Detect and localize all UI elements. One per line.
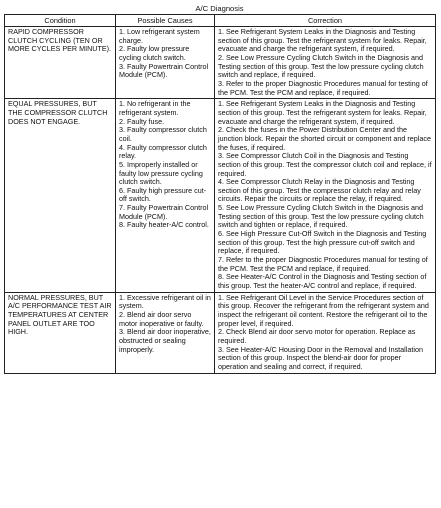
- cause-item: 3. Blend air door inoperative, obstructed or sealing improperly.: [119, 327, 211, 354]
- cause-item: 3. Faulty compressor clutch coil.: [119, 125, 207, 143]
- correction-item: 4. See Compressor Clutch Relay in the Diagnosis and Testing section of this group. Test the compressor clutch relay and relay circuits. Repair the circuits or replace the relay, if required.: [218, 177, 421, 204]
- possible-causes-cell: [116, 99, 215, 292]
- cause-item: 5. Improperly installed or faulty low pressure cycling clutch switch.: [119, 159, 203, 187]
- header-correction: Correction: [215, 15, 436, 27]
- correction-item: 1. See Refrigerant Oil Level in the Service Procedures section of this group. Recover the refrigerant from the refrigerant system and inspect the refrigerant oil content. Restore the refrigerant oil to the proper level, if required.: [218, 292, 429, 328]
- cause-item: 6. Faulty high pressure cut-off switch.: [119, 185, 207, 204]
- correction-cell: [215, 27, 436, 99]
- correction-item: 5. See Low Pressure Cycling Clutch Switch in the Diagnosis and Testing section of this group. Test the low pressure cycling clutch switch and tighten or replace, if required.: [218, 203, 424, 230]
- correction-item: 7. Refer to the proper Diagnostic Procedures manual for testing of the PCM. Test the PCM and replace, if required.: [218, 255, 428, 273]
- cause-item: 8. Faulty heater-A/C control.: [119, 220, 209, 230]
- cause-item: 2. Faulty low pressure cycling clutch switch.: [119, 44, 190, 62]
- cause-item: 3. Faulty Powertrain Control Module (PCM).: [119, 61, 209, 80]
- cause-item: 1. Low refrigerant system charge.: [119, 27, 200, 45]
- table-row: [5, 27, 436, 99]
- correction-cell: [215, 99, 436, 292]
- cause-item: 1. No refrigerant in the refrigerant system.: [119, 99, 191, 117]
- table-row: [5, 292, 436, 373]
- table-title: A/C Diagnosis: [195, 4, 244, 13]
- correction-item: 1. See Refrigerant System Leaks in the Diagnosis and Testing section of this group. Test the refrigerant system for leaks. Repair, evacuate and charge the refrigerant system, if required.: [218, 27, 427, 54]
- possible-causes-cell: [116, 292, 215, 373]
- correction-item: 3. Refer to the proper Diagnostic Procedures manual for testing of the PCM. Test the PCM and replace, if required.: [218, 78, 428, 97]
- condition-cell: NORMAL PRESSURES, BUT A/C PERFORMANCE TEST AIR TEMPERATURES AT CENTER PANEL OUTLET ARE TOO HIGH.: [5, 292, 116, 373]
- cause-item: 2. Blend air door servo motor inoperative or faulty.: [119, 310, 204, 328]
- correction-item: 2. See Low Pressure Cycling Clutch Switch in the Diagnosis and Testing section of this group. Test the low pressure cycling clutch switch and replace, if required.: [218, 52, 424, 80]
- cause-item: 2. Faulty fuse.: [119, 116, 165, 126]
- correction-cell: [215, 292, 436, 373]
- cause-item: 7. Faulty Powertrain Control Module (PCM).: [119, 203, 209, 221]
- condition-cell: RAPID COMPRESSOR CLUTCH CYCLING (TEN OR MORE CYCLES PER MINUTE).: [5, 27, 116, 99]
- possible-causes-cell: [116, 27, 215, 99]
- cause-item: 4. Faulty compressor clutch relay.: [119, 142, 207, 161]
- correction-item: 6. See High Pressure Cut-Off Switch in the Diagnosis and Testing section of this group. Test the high pressure cut-off switch and replace, if required.: [218, 229, 427, 256]
- table-row: [5, 99, 436, 292]
- condition-cell: EQUAL PRESSURES, BUT THE COMPRESSOR CLUTCH DOES NOT ENGAGE.: [5, 99, 116, 292]
- correction-item: 2. Check the fuses in the Power Distribution Center and the junction block. Repair the shorted circuit or component and replace the fuses, if required.: [218, 125, 431, 152]
- correction-item: 3. See Heater-A/C Housing Door in the Removal and Installation section of this group. Inspect the blend-air door for proper operation and sealing and correct, if required.: [218, 344, 423, 371]
- correction-item: 2. Check Blend air door servo motor for operation. Replace as required.: [218, 327, 416, 345]
- header-row: [5, 15, 436, 27]
- correction-item: 8. See Heater-A/C Control in the Diagnosis and Testing section of this group. Test the heater-A/C control and replace, if required.: [218, 272, 427, 291]
- header-possible-causes: Possible Causes: [116, 15, 215, 27]
- correction-item: 1. See Refrigerant System Leaks in the Diagnosis and Testing section of this group. Test the refrigerant system for leaks. Repair, evacuate and charge the refrigerant system, if required.: [218, 99, 427, 126]
- header-condition: Condition: [5, 15, 116, 27]
- diagnosis-table: [4, 14, 436, 374]
- correction-item: 3. See Compressor Clutch Coil in the Diagnosis and Testing section of this group. Test the compressor clutch coil and replace, if required.: [218, 151, 432, 178]
- cause-item: 1. Excessive refrigerant oil in system.: [119, 292, 211, 311]
